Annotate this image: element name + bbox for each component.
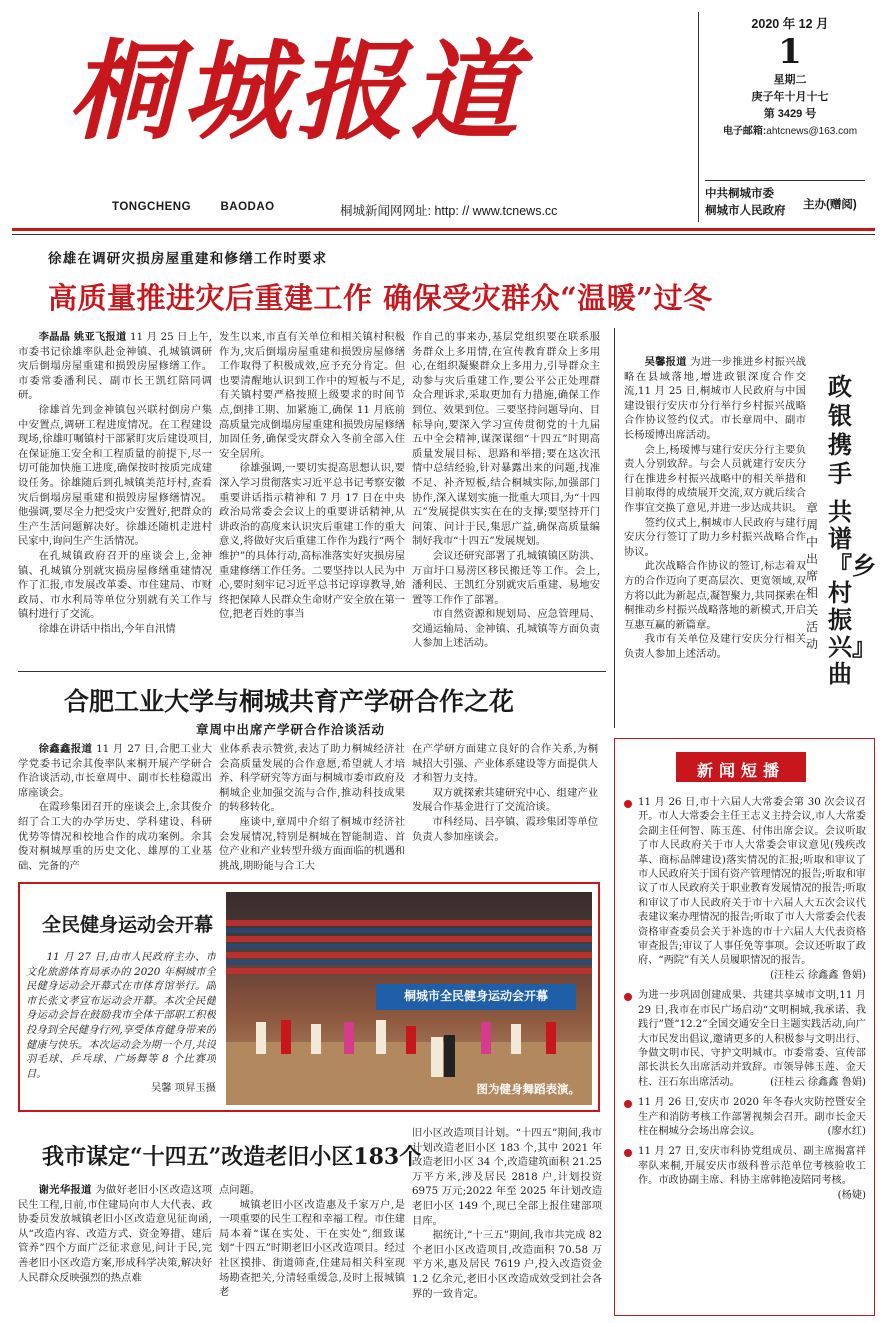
- lead-col2-p1: 发生以来,市直有关单位和相关镇村积极作为,灾后倒塌房屋重建和损毁房屋修缮工作取得了积极成效,应予充分肯定。但也要清醒地认识到工作中的短板与不足,有关镇村要严格按照上级要求的时间节点,倒排工期、加紧施工,确保 11 月底前高质量完成倒塌房屋重建和损毁房屋修缮加固任务,确保受灾群众入冬前全部入住安全居所。: [219, 331, 405, 460]
- masthead-rule: [12, 228, 875, 231]
- sponsor-rule: [705, 180, 865, 181]
- email-label: 电子邮箱:: [722, 126, 767, 137]
- bullet-icon: [624, 1100, 632, 1108]
- briefs-list: [624, 796, 866, 1312]
- masthead-rule-thin: [12, 234, 875, 235]
- pinyin-left: TONGCHENG: [112, 201, 192, 213]
- issue-number: 第 3429 号: [763, 108, 817, 120]
- sponsor-block: [705, 186, 786, 220]
- sports-headline: 全民健身运动会开幕: [42, 914, 214, 936]
- bank-p3: 签约仪式上,桐城市人民政府与建行安庆分行签订了助力乡村振兴战略合作协议。: [624, 516, 806, 558]
- email-line: [705, 123, 875, 140]
- housing-headline: 我市谋定“十四五”改造老旧小区183个: [42, 1144, 422, 1170]
- sports-body: [26, 950, 216, 1100]
- hefei-headline: 合肥工业大学与桐城共育产学研合作之花: [64, 687, 515, 716]
- lead-kicker: 徐雄在调研灾损房屋重建和修缮工作时要求: [48, 251, 328, 266]
- lead-byline: 李晶晶 姚亚飞报道: [38, 331, 127, 343]
- hefei-column-2: [219, 742, 405, 877]
- site-url[interactable]: http: // www.tcnews.cc: [434, 204, 558, 218]
- lead-column-2: [219, 330, 405, 665]
- masthead-divider: [698, 12, 699, 222]
- housing-column-3: [412, 1126, 602, 1316]
- housing-column-2: [219, 1183, 405, 1315]
- hefei-col1-p2: 在霞珍集团召开的座谈会上,余其俊介绍了合工大的办学历史、学科建设、科研优势等情况和校地合作的成功案例。余其俊对桐城厚重的历史文化、雄厚的工业基础、完备的产: [18, 801, 212, 872]
- bullet-icon: [624, 1149, 632, 1157]
- bank-headline-2: 共谱『乡村振兴』曲: [828, 497, 876, 688]
- hefei-col2-p1: 业体系表示赞赏,表达了助力桐城经济社会高质量发展的合作意愿,希望就人才培养、科学研究等方面与桐城市委市政府及桐城企业加强交流与合作,推动科技成果的转移转化。: [219, 743, 405, 814]
- lead-col2-p2: 徐雄强调,一要切实提高思想认识,要深入学习贯彻落实习近平总书记考察安徽重要讲话指示精神和 7 月 17 日在中央政治局常委会会议上的重要讲话精神,从讲政治的高度来认识灾后重建工作的重大意义,将做好灾后重建工作作为践行“两个维护”的具体行动,高标准落实好灾损房屋重建修缮工作任务。二要坚持以人民为中心,要时刻牢记习近平总书记谆谆教导,始终把保障人民群众生命财产安全放在第一位,把老百姓的事当: [219, 462, 405, 621]
- site-line: [340, 201, 557, 219]
- brief-item: 11 月 26 日,市十六届人大常委会第 30 次会议召开。市人大常委会主任王志义主持会议,市人大常委会副主任何智、陈玉莲、付伟出席会议。会议听取了市人民政府关于市人大常委会审议意见(残疾改革、商标品牌建设)落实情况的汇报;听取和审议了市人民政府关于国有资产管理情况的报告;听取和审议了市人民政府关于职业教育发展情况的报告;听取和审议了市人民政府关于市十六届人大五次会议代表建议案办理情况的报告;听取了市人大常委会代表资格审查委员会关于补选的市十六届人大代表资格审查报告;审议了人事任免等事项。会议还听取了政府、“两院”有关人员履职情况的报告。 (汪桂云 徐鑫鑫 鲁娟): [624, 796, 866, 983]
- bank-byline: 吴馨报道: [644, 356, 687, 368]
- sponsor-role: 主办(赠阅): [803, 199, 857, 211]
- hefei-col3-p2: 双方就探索共建研究中心、组建产业发展合作基金进行了交流洽谈。: [412, 786, 598, 814]
- briefs-title: 新闻短播: [696, 763, 785, 780]
- brief-item: 11 月 26 日,安庆市 2020 年冬春火灾防控暨安全生产和消防考核工作部署视频会召开。副市长金天柱在桐城分会场出席会议。 (廖水红): [624, 1096, 866, 1139]
- hefei-col2-p2: 座谈中,章周中介绍了桐城市经济社会发展情况,特别是桐城在智能制造、首位产业和产业转型升级方面面临的机遇和挑战,期盼能与合工大: [219, 815, 405, 872]
- hefei-column-1: 徐鑫鑫报道 11 月 27 日,合肥工业大学党委书记余其俊率队来桐开展产学研合作洽谈活动,市长章周中、副市长桂稳霞出席座谈会。 在霞珍集团召开的座谈会上,余其俊介绍了合工大的办学历史、学科建设、科研优势等情况和校地合作的成功案例。余其俊对桐城厚重的历史文化、雄厚的工业基础、完备的产: [18, 743, 212, 872]
- lead-column-3: [412, 330, 600, 665]
- bank-body: 吴馨报道 为进一步推进乡村振兴战略在县域落地,增进政银深度合作交流,11 月 25 日,桐城市人民政府与中国建设银行安庆市分行举行乡村振兴战略合作协议签约仪式。市长章周中、副市长杨瑷博出席活动。 会上,杨瑷博与建行安庆分行主要负责人分别致辞。与会人员就建行安庆分行在推进乡村振兴战略中的相关举措和目前取得的成绩展开交流,双方就后续合作事宜交换了意见,并进一步达成共识。 签约仪式上,桐城市人民政府与建行安庆分行签订了助力乡村振兴战略合作协议。 此次战略合作协议的签订,标志着双方的合作迈向了更高层次、更宽领域,双方将以此为新起点,凝智聚力,共同探索在桐推动乡村振兴战略落地的新模式,开启互惠互赢的新篇章。 我市有关单位及建行安庆分行相关负责人参加上述活动。: [624, 356, 806, 660]
- weekday: 星期二: [773, 74, 807, 86]
- lead-col3-p1: 作自己的事来办,基层党组织要在联系服务群众上多用情,在宣传教育群众上多用心,在组织凝聚群众上多用力,引导群众主动参与灾后重建工作,要公平公正处理群众合理诉求,采取更加有力措施,确保工作到位、效果到位。三要坚持问题导向、目标导向,要深入学习宣传贯彻党的十九届五中全会精神,谋深谋细“十四五”时期高质量发展目标、思路和举措;要在这次汛情中总结经验,针对暴露出来的问题,找准不足、补齐短板,结合桐城实际,加强部门协作,深入谋划实施一批重大项目,为“十四五”发展提供实实在在的支撑;要坚持开门问策、问计于民,集思广益,确保高质量编制好我市“十四五”发展规划。: [412, 331, 600, 548]
- bank-headline-1: 政银携手: [828, 372, 852, 488]
- housing-col3-p1: 旧小区改造项目计划。“十四五”期间,我市计划改造老旧小区 183 个,其中 2021 年改造老旧小区 34 个,改造建筑面积 21.25 万平方米,涉及居民 2818 户,计划投资 6975 万元;2022 年至 2025 年计划改造老旧小区 149 个,现已全部上报住建部项目库。: [412, 1127, 602, 1227]
- bullet-icon: [624, 800, 632, 808]
- housing-byline: 谢光华报道: [38, 1184, 92, 1196]
- lead-col1-p3: 在孔城镇政府召开的座谈会上,金神镇、孔城镇分别就灾损房屋修缮重建情况作了汇报,市发展改革委、市住建局、市财政局、市水利局等单位分别就有关工作与镇村进行了交流。: [18, 549, 212, 621]
- masthead-title: 桐城报道: [68, 29, 525, 155]
- bank-p2: 会上,杨瑷博与建行安庆分行主要负责人分别致辞。与会人员就建行安庆分行在推进乡村振兴战略中的相关举措和目前取得的成绩展开交流,双方就后续合作事宜交换了意见,并进一步达成共识。: [624, 443, 806, 514]
- email-address[interactable]: ahtcnews@163.com: [766, 126, 858, 137]
- masthead-pinyin: [112, 201, 275, 213]
- hefei-column-3: [412, 742, 598, 877]
- photo-banner: 桐城市全民健身运动会开幕: [403, 989, 548, 1003]
- lead-col3-p2: 会议还研究部署了孔城镇镇区防洪、万亩圩口易涝区移民搬迁等工作。会上,潘利民、王凯红分别就灾后重建、易地安置等工作作了部署。: [412, 549, 600, 606]
- bank-p5: 我市有关单位及建行安庆分行相关负责人参加上述活动。: [624, 633, 806, 660]
- lunar-date: 庚子年十月十七: [751, 91, 829, 103]
- lead-col1-p2: 徐雄首先到金神镇包兴联村倒房户集中安置点,调研工程进度情况。在工程建设现场,徐雄叮嘱镇村干部紧盯灾后建设项目,在保证施工安全和工程质量的前提下,尽一切可能加快施工进度,确保按时按质完成建设任务。徐雄随后到孔城镇美范圩村,查看灾后倒塌房屋重建和损毁房屋修缮情况。他强调,要尽全力把受灾户安置好,把群众的生产生活问题解决好。徐雄还随机走进村民家中,询问生产生活情况。: [18, 403, 212, 548]
- housing-col2-p1: 点问题。: [219, 1184, 261, 1196]
- sponsor-1: 中共桐城市委: [705, 188, 774, 200]
- photo-caption: 图为健身舞蹈表演。: [476, 1082, 580, 1096]
- sponsor-2: 桐城市人民政府: [705, 205, 786, 217]
- hefei-col3-p1: 在产学研方面建立良好的合作关系,为桐城招大引强、产业体系建设等方面提供人才和智力支持。: [412, 743, 598, 785]
- date-year-month: 2020 年 12 月: [751, 17, 829, 31]
- lead-column-1: 李晶晶 姚亚飞报道 11 月 25 日上午,市委书记徐雄率队赴金神镇、孔城镇调研灾后倒塌房屋重建和损毁房屋修缮工作。市委常委潘利民、副市长王凯红陪同调研。 徐雄首先到金神镇包兴联村倒房户集中安置点,调研工程进度情况。在工程建设现场,徐雄叮嘱镇村干部紧盯灾后建设项目,在保证施工安全和工程质量的前提下,尽一切可能加快施工进度,确保按时按质完成建设任务。徐雄随后到孔城镇美范圩村,查看灾后倒塌房屋重建和损毁房屋修缮情况。他强调,要尽全力把受灾户安置好,把群众的生产生活问题解决好。徐雄还随机走进村民家中,询问生产生活情况。 在孔城镇政府召开的座谈会上,金神镇、孔城镇分别就灾损房屋修缮重建情况作了汇报,市发展改革委、市住建局、市财政局、市水利局等单位分别就有关工作与镇村进行了交流。 徐雄在讲话中指出,今年自汛情: [18, 331, 212, 635]
- bank-divider: [614, 328, 615, 728]
- brief-item: 11 月 27 日,安庆市科协党组成员、副主席揭富祥率队来桐,开展安庆市级科普示范单位考核验收工作。市政协副主席、科协主席韩艳凌陪同考核。 (杨婕): [624, 1145, 866, 1203]
- date-block: [705, 14, 875, 140]
- bank-p4: 此次战略合作协议的签订,标志着双方的合作迈向了更高层次、更宽领域,双方将以此为新起点,凝智聚力,共同探索在桐推动乡村振兴战略落地的新模式,开启互惠互赢的新篇章。: [624, 560, 806, 631]
- lead-col3-p3: 市自然资源和规划局、应急管理局、交通运输局、金神镇、孔城镇等方面负责人参加上述活动。: [412, 608, 600, 650]
- housing-col2-p2: 城镇老旧小区改造惠及千家万户,是一项重要的民生工程和幸福工程。市住建局本着“谋在实处、干在实处”,细致谋划“十四五”时期老旧小区改造项目。经过社区摸排、街道筛查,住建局相关科室现场勘查把关,分清轻重缓急,及时上报城镇老: [219, 1198, 405, 1299]
- hefei-subhead: 章周中出席产学研合作洽谈活动: [196, 723, 386, 737]
- housing-col3-p2: 据统计,“十三五”期间,我市共完成 82 个老旧小区改造项目,改造面积 70.58 万平方米,惠及居民 7619 户,投入改造资金 1.2 亿余元,老旧小区改造成效受到社会各界的一致肯定。: [412, 1229, 602, 1300]
- lead-col1-p4: 徐雄在讲话中指出,今年自汛情: [38, 622, 176, 635]
- hefei-col3-p3: 市科经局、吕亭镇、霞珍集团等单位负责人参加座谈会。: [412, 815, 598, 843]
- date-day: 1: [778, 32, 802, 72]
- housing-column-1: 谢光华报道 为做好老旧小区改造这项民生工程,日前,市住建局向市人大代表、政协委员发放城镇老旧小区改造意见征询函,从“改造内容、改造方式、资金筹措、建后管养”四个方面广泛征求意见,问计于民,完善老旧小区改造方案,形成科学决策,解决好人民群众反映强烈的热点难: [18, 1184, 212, 1284]
- bullet-icon: [624, 993, 632, 1001]
- hefei-byline: 徐鑫鑫报道: [38, 743, 93, 755]
- sports-body-text: 11 月 27 日,由市人民政府主办、市文化旅游体育局承办的 2020 年桐城市全民健身运动会开幕式在市体育馆举行。副市长张文孝宣布运动会开幕。本次全民健身运动会旨在鼓励我市全体干部职工积极投身到全民健身行列,享受体育健身带来的健康与快乐。本次运动会为期一个月,共设羽毛球、乒乓球、广场舞等 8 个比赛项目。: [26, 951, 216, 1080]
- sports-photo: [226, 892, 592, 1105]
- site-label: 桐城新闻网网址:: [340, 204, 431, 218]
- sports-credit: 吴馨 项昇玉摄: [150, 1082, 216, 1095]
- pinyin-right: BAODAO: [220, 201, 275, 213]
- lead-headline: 高质量推进灾后重建工作 确保受灾群众“温暖”过冬: [48, 281, 713, 315]
- bank-subhead: 章周中出席相关活动: [806, 501, 819, 651]
- lead-bottom-rule: [18, 671, 606, 672]
- brief-item: 为进一步巩固创建成果、共建共享城市文明,11 月 29 日,我市在市民广场启动“文明桐城,我承诺、我践行”暨“12.2”全国交通安全日主题实践活动,向广大市民发出倡议,邀请更多的人积极参与文明出行、争做文明市民、守护文明城市。市委常委、宣传部部长洪长久出席活动并致辞。市领导韩玉莲、金天柱、汪石东出席活动。 (汪桂云 徐鑫鑫 鲁娟): [624, 989, 866, 1090]
